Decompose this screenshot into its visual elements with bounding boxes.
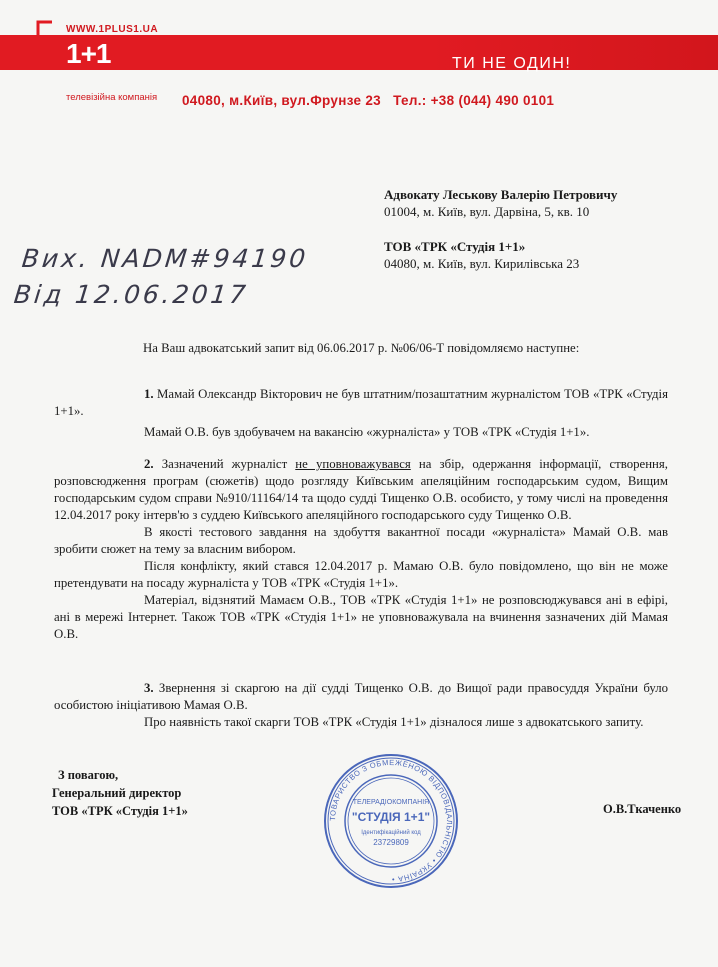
- p2-text-underlined: не уповноважувався: [295, 457, 411, 471]
- handwritten-outgoing-number: Вих. NADM#94190: [20, 244, 310, 273]
- signature-regards: З повагою,: [58, 768, 119, 782]
- recipient-2-address: 04080, м. Київ, вул. Кирилівська 23: [384, 256, 580, 271]
- paragraph-3: [54, 680, 668, 731]
- stamp-line-3: Ідентифікаційний код: [361, 830, 421, 836]
- site-url[interactable]: WWW.1PLUS1.UA: [66, 24, 159, 35]
- p2-text4: Матеріал, відзнятий Мамаєм О.В., ТОВ «ТРК «Студія 1+1» не розповсюджувався ані в ефірі, ані в мережі Інтернет. Також ТОВ «ТРК «Студія 1+1» не уповноважувала на вчинення зазначених дій Мамая О.В.: [54, 593, 668, 641]
- p2-text-before: Зазначений журналіст: [153, 457, 296, 471]
- p2-text-after: на збір, одержання інформації, створення, розповсюдження програм (сюжетів) щодо розгляду Київським апеляційним господарським судом, Вищим господарським судом справи №910/11164/14 та щодо судді Тищенко О.В. особисто, у тому числі на проведення 12.04.2017 року інтерв'ю з суддею Київського апеляційного господарського суду Тищенко О.В.: [54, 457, 668, 522]
- recipient-2-name: ТОВ «ТРК «Студія 1+1»: [384, 239, 526, 254]
- signature-company: ТОВ «ТРК «Студія 1+1»: [52, 804, 188, 818]
- signature-position: Генеральний директор: [52, 786, 182, 800]
- recipient-1-name: Адвокату Леськову Валерію Петровичу: [384, 187, 618, 202]
- stamp-outer-text: ТОВАРИСТВО З ОБМЕЖЕНОЮ ВІДПОВІДАЛЬНІСТЮ • УКРАЇНА •: [327, 757, 455, 885]
- company-seal-stamp: [322, 752, 460, 890]
- p2-number: 2.: [144, 457, 154, 471]
- company-address-phone: 04080, м.Київ, вул.Фрунзе 23 Тел.: +38 (044) 490 0101: [182, 93, 555, 108]
- handwritten-date: Від 12.06.2017: [12, 280, 250, 309]
- p1-text2: Мамай О.В. був здобувачем на вакансію «журналіста» у ТОВ «ТРК «Студія 1+1».: [144, 425, 590, 439]
- company-type: телевізійна компанія: [66, 92, 158, 103]
- paragraph-1: [54, 386, 668, 441]
- p2-text3: Після конфлікту, який стався 12.04.2017 р. Мамаю О.В. було повідомлено, що він не може претендувати на посаду журналіста у ТОВ «ТРК «Студія 1+1».: [54, 559, 668, 590]
- stamp-line-1: ТЕЛЕРАДІОКОМПАНІЯ: [352, 799, 430, 806]
- p3-text2: Про наявність такої скарги ТОВ «ТРК «Студія 1+1» дізналося лише з адвокатського запиту.: [144, 715, 644, 729]
- p1-number: 1.: [144, 387, 154, 401]
- intro-text: На Ваш адвокатський запит від 06.06.2017 р. №06/06-Т повідомляємо наступне:: [143, 341, 580, 355]
- paragraph-2: [54, 456, 668, 643]
- p1-text: Мамай Олександр Вікторович не був штатним/позаштатним журналістом ТОВ «ТРК «Студія 1+1».: [54, 387, 668, 418]
- stamp-line-2: "СТУДІЯ 1+1": [351, 810, 431, 824]
- signatory-name: О.В.Ткаченко: [603, 802, 682, 816]
- channel-logo: 1+1: [66, 38, 111, 69]
- slogan: ТИ НЕ ОДИН!: [452, 55, 572, 72]
- p2-text2: В якості тестового завдання на здобуття вакантної посади «журналіста» Мамай О.В. мав зробити сюжет на тему за власним вибором.: [54, 525, 668, 556]
- p3-text: Звернення зі скаргою на дії судді Тищенко О.В. до Вищої ради правосуддя України було особистою ініціативою Мамая О.В.: [54, 681, 668, 712]
- p3-number: 3.: [144, 681, 154, 695]
- stamp-line-4: 23729809: [373, 838, 409, 847]
- recipient-1-address: 01004, м. Київ, вул. Дарвіна, 5, кв. 10: [384, 204, 590, 219]
